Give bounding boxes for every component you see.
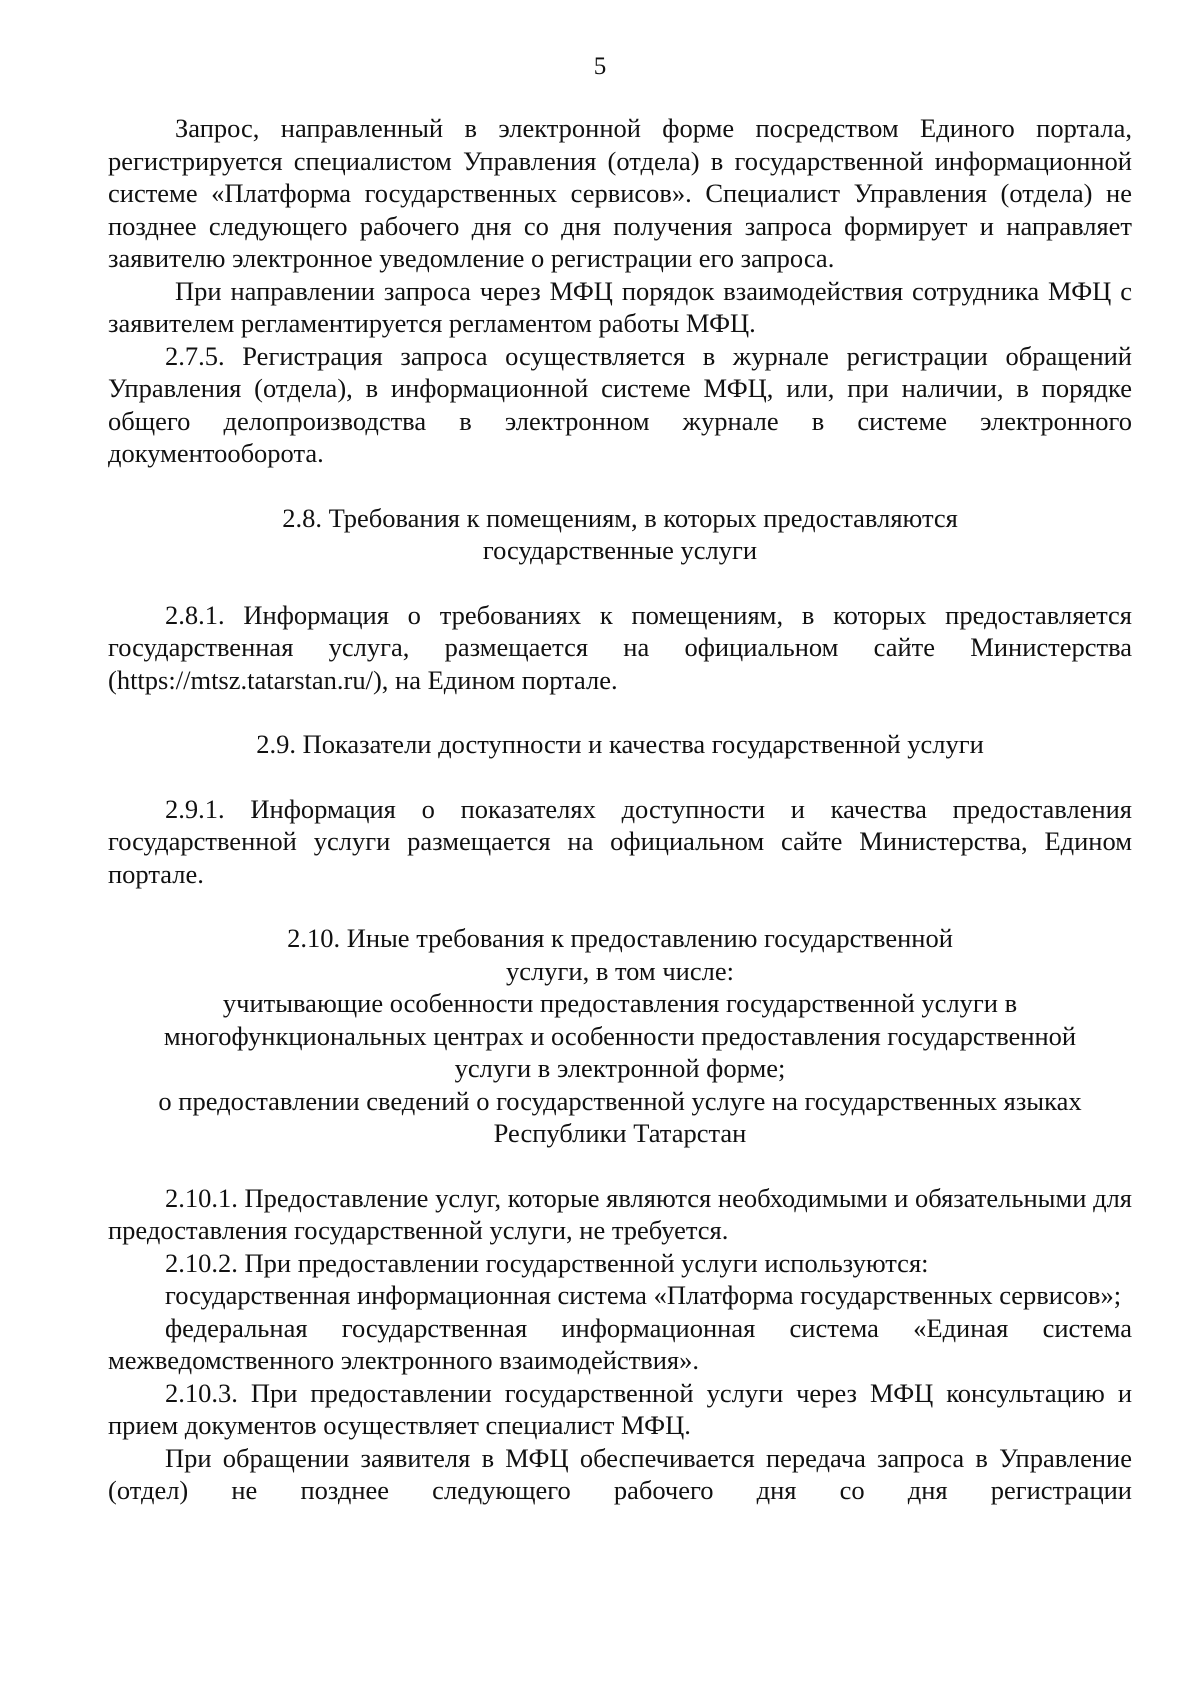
paragraph-2-8-1: 2.8.1. Информация о требованиях к помещениям, в которых предоставляется государственная услуга, размещается на официальном сайте Министерства (https://mtsz.tatarstan.ru/), на Едином портале. [108,599,1132,695]
heading-2-10-line-7: Республики Татарстан [493,1118,747,1148]
heading-2-10-line-3: учитывающие особенности предоставления государственной услуги в [222,988,1018,1018]
document-body [108,112,1132,1507]
heading-2-10-line-4: многофункциональных центрах и особенности предоставления государственной [163,1020,1077,1051]
paragraph-2-10-2: 2.10.2. При предоставлении государственной услуги используются: [165,1247,929,1278]
paragraph-2-7-5: 2.7.5. Регистрация запроса осуществляется в журнале регистрации обращений Управления (отдела), в информационной системе МФЦ, или, при наличии, в порядке общего делопроизводства в электронном журнале в системе электронного документооборота. [108,340,1132,468]
paragraph-mfc-transfer: При обращении заявителя в МФЦ обеспечивается передача запроса в Управление (отдел) не позднее следующего рабочего дня со дня регистрации [108,1442,1132,1505]
heading-2-9: 2.9. Показатели доступности и качества государственной услуги [256,729,984,759]
paragraph-2-10-3: 2.10.3. При предоставлении государственной услуги через МФЦ консультацию и прием документов осуществляет специалист МФЦ. [108,1377,1132,1440]
heading-2-8 [108,502,1132,567]
heading-2-10 [108,922,1132,1150]
heading-2-10-line-6: о предоставлении сведений о государственной услуге на государственных языках [158,1085,1082,1116]
page-number: 5 [593,53,607,80]
heading-2-10-line-5: услуги в электронной форме; [454,1053,786,1083]
heading-2-8-line-2: государственные услуги [482,535,758,565]
paragraph-2-9-1: 2.9.1. Информация о показателях доступности и качества предоставления государственной услуги размещается на официальном сайте Министерства, Едином портале. [108,793,1132,889]
heading-2-10-line-1: 2.10. Иные требования к предоставлению государственной [287,923,953,953]
heading-2-10-line-2: услуги, в том числе: [506,955,734,986]
paragraph-gis-platform: государственная информационная система «Платформа государственных сервисов»; [165,1280,1122,1310]
paragraph-smev: федеральная государственная информационная система «Единая система межведомственного электронного взаимодействия». [108,1312,1132,1375]
heading-2-8-line-1: 2.8. Требования к помещениям, в которых предоставляются [282,502,958,533]
paragraph-mfc-request: При направлении запроса через МФЦ порядок взаимодействия сотрудника МФЦ с заявителем регламентируется регламентом работы МФЦ. [108,275,1132,338]
paragraph-2-10-1: 2.10.1. Предоставление услуг, которые являются необходимыми и обязательными для предоставления государственной услуги, не требуется. [108,1182,1132,1245]
paragraph-electronic-request: Запрос, направленный в электронной форме посредством Единого портала, регистрируется специалистом Управления (отдела) в государственной информационной системе «Платформа государственных сервисов». Специалист Управления (отдела) не позднее следующего рабочего дня со дня получения запроса формирует и направляет заявителю электронное уведомление о регистрации его запроса. [108,113,1132,273]
